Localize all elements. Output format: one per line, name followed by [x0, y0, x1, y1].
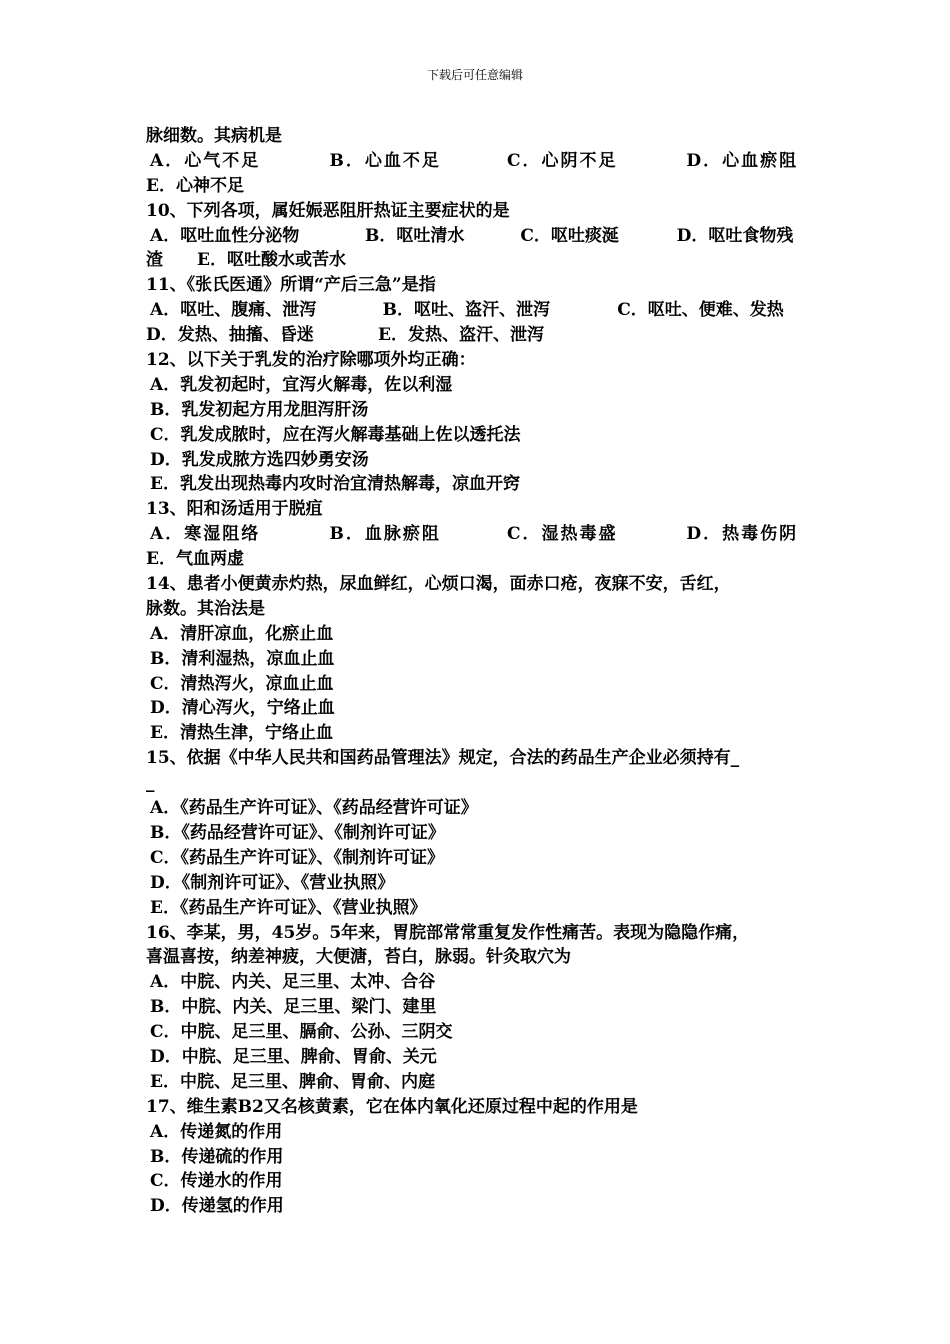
q11-option-a: A．呕吐、腹痛、泄泻: [150, 300, 317, 321]
q17-option-d: D．传递氢的作用: [150, 1196, 284, 1217]
q13-option-a: A．寒湿阻络: [150, 524, 261, 545]
q14-option-c: C．清热泻火，凉血止血: [150, 673, 334, 694]
q16-option-d: D．中脘、足三里、脾俞、胃俞、关元: [150, 1046, 437, 1067]
q14-option-e: E．清热生津，宁络止血: [150, 723, 333, 744]
q10-option-a: A．呕吐血性分泌物: [150, 225, 300, 246]
q10-option-d: D．呕吐食物残: [676, 225, 794, 246]
q15-stem: 15、依据《中华人民共和国药品管理法》规定，合法的药品生产企业必须持有_: [146, 748, 740, 769]
q9-option-c: C．心阴不足: [506, 150, 618, 171]
q13-option-b: B．血脉瘀阻: [329, 524, 441, 545]
q11-option-e: E．发热、盗汗、泄泻: [378, 325, 544, 346]
q11-options-row-2: [146, 323, 826, 348]
q10-options-row: [146, 224, 826, 249]
q10-options-wrap: 渣 E．呕吐酸水或苦水: [146, 250, 346, 271]
q16-stem: 16、李某，男，45岁。5年来，胃脘部常常重复发作性痛苦。表现为隐隐作痛，: [146, 922, 750, 943]
q9-option-b: B．心血不足: [329, 150, 441, 171]
q13-option-c: C．湿热毒盛: [506, 524, 618, 545]
q16-stem-cont: 喜温喜按，纳差神疲，大便溏，苔白，脉弱。针灸取穴为: [146, 947, 571, 968]
page-header: 下载后可任意编辑: [426, 68, 523, 82]
q11-options-row: [146, 298, 826, 323]
q13-options-row: [146, 522, 826, 547]
q17-option-a: A．传递氮的作用: [150, 1121, 283, 1142]
q11-option-b: B．呕吐、盗汗、泄泻: [382, 300, 550, 321]
q15-option-b: B．《药品经营许可证》、《制剂许可证》: [150, 822, 445, 843]
q10-option-c: C．呕吐痰涎: [520, 225, 619, 246]
q12-option-a: A．乳发初起时，宜泻火解毒，佐以利湿: [150, 374, 453, 395]
q16-option-e: E．中脘、足三里、脾俞、胃俞、内庭: [150, 1071, 435, 1092]
q9-option-d: D．心血瘀阻: [686, 150, 799, 171]
q14-stem-cont: 脉数。其治法是: [146, 598, 265, 619]
q9-option-e: E．心神不足: [146, 175, 244, 196]
q16-option-b: B．中脘、内关、足三里、梁门、建里: [150, 997, 437, 1018]
q16-option-a: A．中脘、内关、足三里、太冲、合谷: [150, 972, 436, 993]
q10-option-b: B．呕吐清水: [365, 225, 465, 246]
q17-option-b: B．传递硫的作用: [150, 1146, 284, 1167]
q14-option-d: D．清心泻火，宁络止血: [150, 698, 335, 719]
q10-stem: 10、下列各项，属妊娠恶阻肝热证主要症状的是: [146, 200, 510, 221]
q17-stem: 17、维生素B2又名核黄素，它在体内氧化还原过程中起的作用是: [146, 1096, 638, 1117]
q12-option-d: D．乳发成脓方选四妙勇安汤: [150, 449, 369, 470]
q16-option-c: C．中脘、足三里、膈俞、公孙、三阴交: [150, 1022, 453, 1043]
q11-option-c: C．呕吐、便难、发热: [617, 300, 784, 321]
q9-stem-tail: 脉细数。其病机是: [146, 126, 282, 146]
question-list: [146, 124, 826, 1219]
q9-options-row: [146, 149, 826, 174]
q15-option-d: D．《制剂许可证》、《营业执照》: [150, 872, 395, 893]
q11-stem: 11、《张氏医通》所谓“产后三急”是指: [146, 275, 436, 296]
q11-option-d: D．发热、抽搐、昏迷: [146, 325, 314, 346]
q9-option-a: A．心气不足: [150, 150, 261, 171]
q14-stem: 14、患者小便黄赤灼热，尿血鲜红，心烦口渴，面赤口疮，夜寐不安，舌红，: [146, 574, 731, 595]
q17-option-c: C．传递水的作用: [150, 1171, 283, 1192]
q15-option-c: C．《药品生产许可证》、《制剂许可证》: [150, 847, 445, 868]
q15-stem-cont: _: [146, 773, 155, 794]
q12-option-b: B．乳发初起方用龙胆泻肝汤: [150, 399, 369, 420]
q14-option-b: B．清利湿热，凉血止血: [150, 648, 335, 669]
q13-stem: 13、阳和汤适用于脱疽: [146, 499, 323, 520]
q14-option-a: A．清肝凉血，化瘀止血: [150, 623, 334, 644]
q12-stem: 12、以下关于乳发的治疗除哪项外均正确：: [146, 350, 476, 371]
q13-option-d: D．热毒伤阴: [686, 524, 799, 545]
q15-option-e: E．《药品生产许可证》、《营业执照》: [150, 897, 427, 918]
q15-option-a: A．《药品生产许可证》、《药品经营许可证》: [150, 798, 478, 819]
q12-option-e: E．乳发出现热毒内攻时治宜清热解毒，凉血开窍: [150, 474, 520, 495]
q13-option-e: E．气血两虚: [146, 549, 244, 570]
q12-option-c: C．乳发成脓时，应在泻火解毒基础上佐以透托法: [150, 424, 521, 445]
